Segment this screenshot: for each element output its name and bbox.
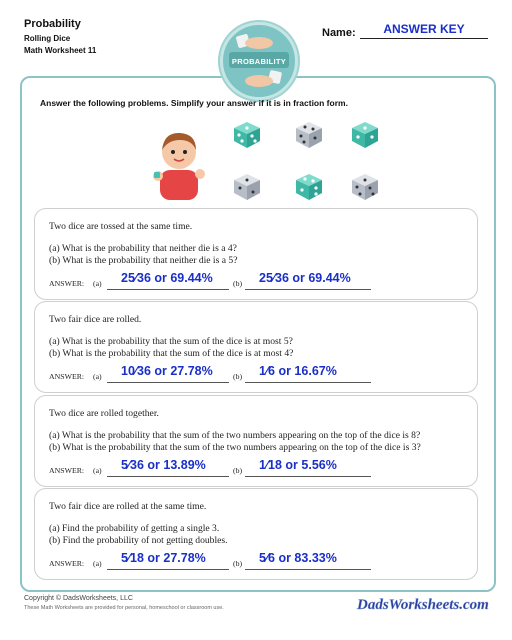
teal-die-icon [294,172,324,202]
child-illustration [150,128,208,200]
answer-line-b [245,476,371,477]
problem-prompt: Two fair dice are rolled at the same time. [49,501,207,512]
part-b-label: (b) [233,372,243,381]
part-a-label: (a) [93,466,102,475]
worksheet-number: Math Worksheet 11 [24,46,97,55]
answer-label: ANSWER: [49,559,85,568]
badge-label: PROBABILITY [231,57,287,66]
answer-a: 5⁄18 or 27.78% [121,551,206,565]
svg-text:DadsWorksheets.com: DadsWorksheets.com [357,597,489,613]
name-label: Name: [322,27,356,39]
question-b: (b) What is the probability that the sum of the dice is at most 4? [49,348,294,359]
answer-b: 1⁄18 or 5.56% [259,458,337,472]
part-b-label: (b) [233,559,243,568]
question-a: (a) What is the probability that the sum of the dice is at most 5? [49,336,293,347]
problem-card [34,208,478,300]
answer-b: 25⁄36 or 69.44% [259,271,351,285]
gray-die-icon [350,172,380,202]
answer-line-a [107,476,229,477]
question-a: (a) Find the probability of getting a single 3. [49,523,220,534]
question-b: (b) Find the probability of not getting doubles. [49,535,228,546]
answer-line-a [107,569,229,570]
problem-prompt: Two fair dice are rolled. [49,314,142,325]
answer-label: ANSWER: [49,372,85,381]
question-a: (a) What is the probability that neither die is a 4? [49,243,237,254]
dadsworksheets-logo [355,590,495,616]
question-b: (b) What is the probability that the sum of the two numbers appearing on the top of the dice is 3? [49,442,421,453]
part-b-label: (b) [233,279,243,288]
name-line [360,38,488,39]
copyright: Copyright © DadsWorksheets, LLC [24,595,133,602]
instructions: Answer the following problems. Simplify your answer if it is in fraction form. [40,98,348,108]
answer-a: 10⁄36 or 27.78% [121,364,213,378]
part-a-label: (a) [93,372,102,381]
answer-line-b [245,569,371,570]
part-a-label: (a) [93,279,102,288]
answer-a: 5⁄36 or 13.89% [121,458,206,472]
gray-die-icon [232,172,262,202]
answer-b: 5⁄6 or 83.33% [259,551,337,565]
part-a-label: (a) [93,559,102,568]
problem-prompt: Two dice are rolled together. [49,408,159,419]
problem-card [34,301,478,393]
problem-card [34,395,478,487]
answer-a: 25⁄36 or 69.44% [121,271,213,285]
answer-label: ANSWER: [49,279,85,288]
answer-line-a [107,289,229,290]
worksheet-topic: Rolling Dice [24,34,71,43]
answer-b: 1⁄6 or 16.67% [259,364,337,378]
worksheet-title: Probability [24,18,81,30]
usage-note: These Math Worksheets are provided for personal, homeschool or classroom use. [24,605,224,611]
answer-line-a [107,382,229,383]
problem-prompt: Two dice are tossed at the same time. [49,221,193,232]
part-b-label: (b) [233,466,243,475]
problem-card [34,488,478,580]
question-a: (a) What is the probability that the sum of the two numbers appearing on the top of the dice is 8? [49,430,421,441]
gray-die-icon [294,120,324,150]
answer-label: ANSWER: [49,466,85,475]
question-b: (b) What is the probability that neither die is a 5? [49,255,238,266]
answer-line-b [245,382,371,383]
teal-die-icon [232,120,262,150]
teal-die-icon [350,120,380,150]
name-value: ANSWER KEY [383,22,465,36]
probability-badge [220,22,298,100]
answer-line-b [245,289,371,290]
